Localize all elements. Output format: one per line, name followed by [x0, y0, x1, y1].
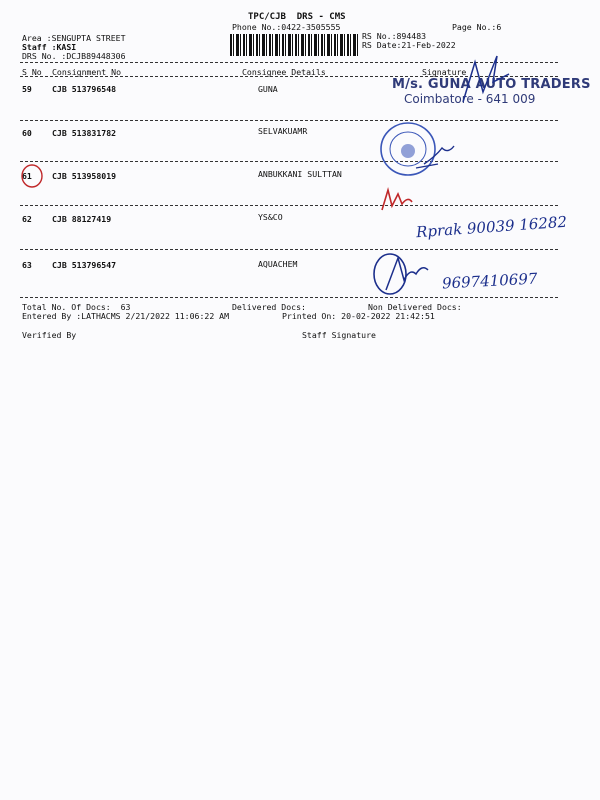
row-consignment: CJB 513958019 [52, 171, 117, 181]
red-circle-mark-icon [18, 162, 48, 190]
row-divider [20, 205, 558, 206]
report-title: TPC/CJB DRS - CMS [248, 12, 346, 22]
row-consignment: CJB 88127419 [52, 214, 112, 224]
verified-by: Verified By [22, 330, 77, 340]
row-consignee: SELVAKUAMR [258, 126, 308, 136]
handwritten-signature-icon [370, 250, 430, 302]
row-consignee: ANBUKKANI SULTTAN [258, 169, 342, 179]
round-seal-icon [378, 120, 458, 182]
rs-date: RS Date:21-Feb-2022 [362, 40, 456, 50]
row-consignment: CJB 513831782 [52, 128, 117, 138]
row-consignee: GUNA [258, 84, 278, 94]
area-label: Area :SENGUPTA STREET [22, 33, 126, 43]
row-sno: 62 [22, 214, 32, 224]
row-divider [20, 249, 558, 250]
row-consignee: YS&CO [258, 212, 283, 222]
rs-number: RS No.:894483 [362, 31, 427, 41]
row-consignment: CJB 513796547 [52, 260, 117, 270]
row-consignment: CJB 513796548 [52, 84, 117, 94]
barcode [230, 34, 358, 56]
delivered-docs: Delivered Docs: [232, 302, 306, 312]
company-stamp-city: Coimbatore - 641 009 [404, 92, 536, 106]
staff-signature-label: Staff Signature [302, 330, 376, 340]
non-delivered-docs: Non Delivered Docs: [368, 302, 462, 312]
handwritten-note-row62: Rprak 90039 16282 [415, 212, 568, 242]
signature-scribble-icon [455, 52, 515, 112]
page-number: Page No.:6 [452, 22, 502, 32]
row-consignee: AQUACHEM [258, 259, 298, 269]
col-consignee: Consignee Details [242, 67, 326, 77]
row-divider [20, 161, 558, 162]
divider [20, 297, 558, 298]
company-stamp-name: M/s. GUNA AUTO TRADERS [392, 77, 591, 92]
staff-label: Staff :KASI [22, 42, 77, 52]
printed-on: Printed On: 20-02-2022 21:42:51 [282, 311, 435, 321]
col-signature: Signature [422, 67, 467, 77]
drs-number: DRS No. :DCJB89448306 [22, 51, 126, 61]
row-sno: 60 [22, 128, 32, 138]
phone-number: Phone No.:0422-3505555 [232, 22, 341, 32]
col-consignment: Consignment No [52, 67, 122, 77]
entered-by: Entered By :LATHACMS 2/21/2022 11:06:22 AM [22, 311, 230, 321]
handwritten-phone-row63: 9697410697 [441, 269, 538, 293]
col-sno: S No [22, 67, 42, 77]
row-sno: 61 [22, 171, 32, 181]
row-sno: 63 [22, 260, 32, 270]
red-signature-icon [378, 184, 416, 214]
total-docs: Total No. Of Docs: 63 [22, 302, 131, 312]
row-sno: 59 [22, 84, 32, 94]
row-divider [20, 120, 558, 121]
